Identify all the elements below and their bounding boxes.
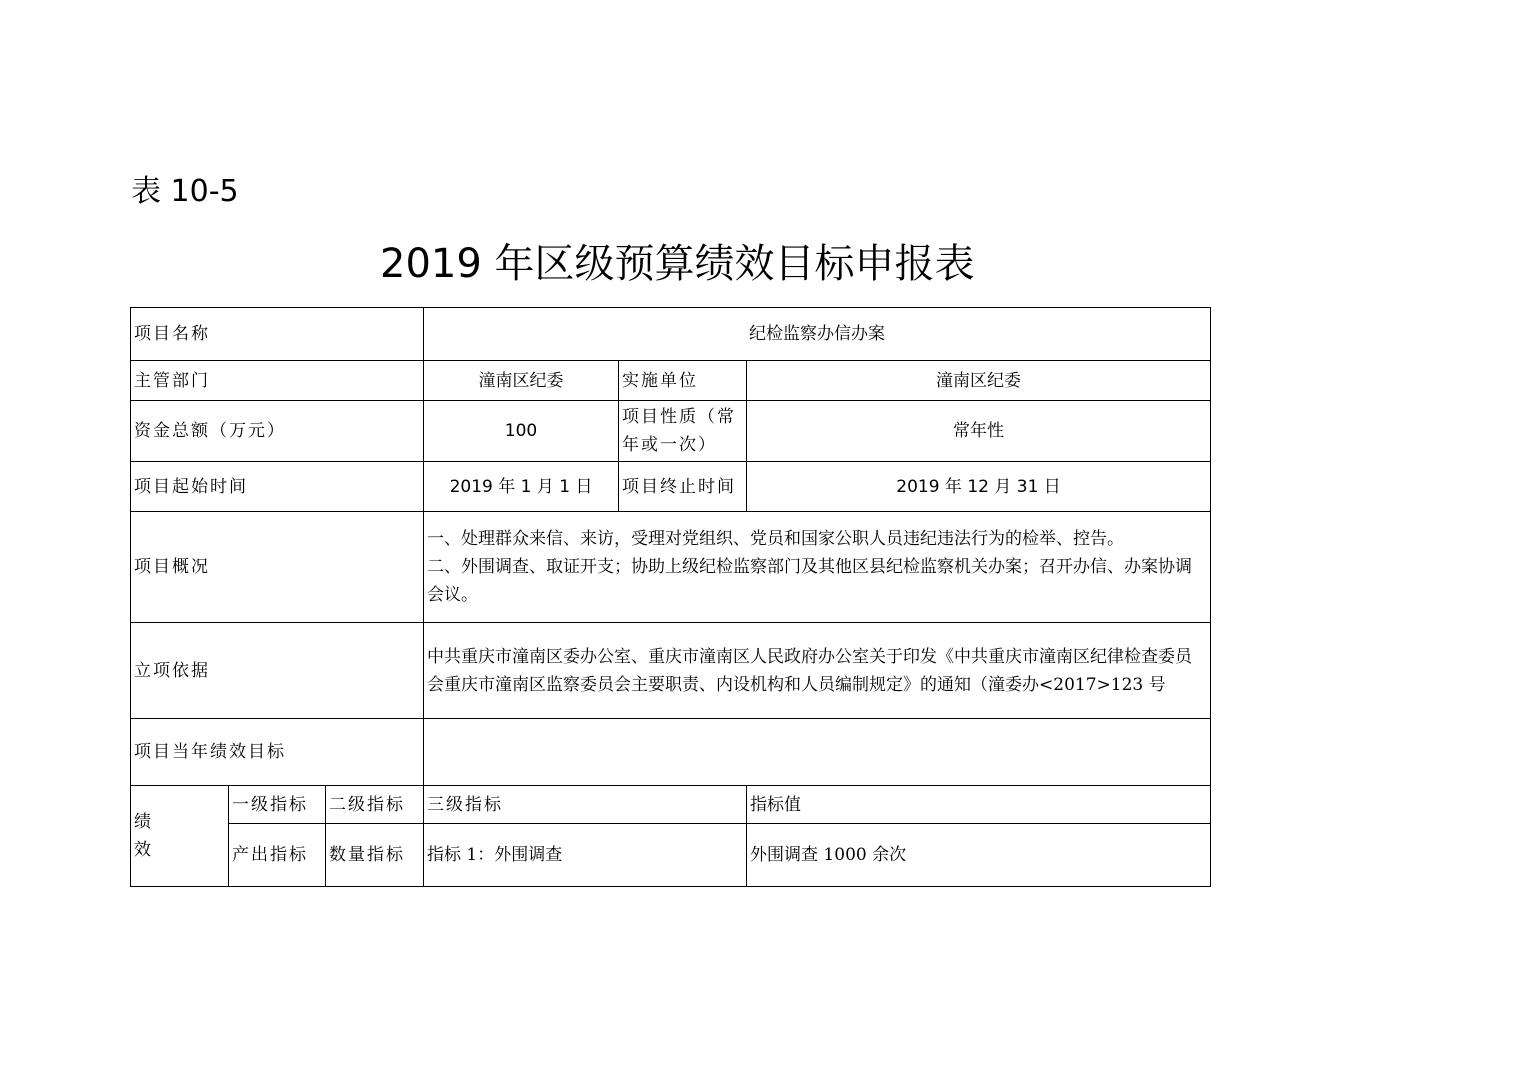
performance-side-char-2: 效	[134, 840, 151, 860]
annual-goal-label: 项目当年绩效目标	[131, 719, 424, 786]
header-level2: 二级指标	[326, 786, 424, 824]
overview-value	[424, 512, 1211, 623]
overview-line-1: 一、处理群众来信、来访，受理对党组织、党员和国家公职人员违纪违法行为的检举、控告。	[427, 529, 1125, 549]
header-indicator-value: 指标值	[747, 786, 1211, 824]
project-name-value: 纪检监察办信办案	[424, 308, 1211, 361]
dept-label: 主管部门	[131, 361, 424, 401]
page-title: 2019 年区级预算绩效目标申报表	[380, 241, 975, 287]
project-name-label: 项目名称	[131, 308, 424, 361]
indicator-level2: 数量指标	[326, 824, 424, 887]
end-time-label: 项目终止时间	[619, 462, 747, 512]
header-level3: 三级指标	[424, 786, 747, 824]
table-number-label: 表 10-5	[131, 174, 239, 209]
nature-value: 常年性	[747, 401, 1211, 462]
nature-label: 项目性质（常年或一次）	[619, 401, 747, 462]
start-time-value: 2019 年 1 月 1 日	[424, 462, 619, 512]
basis-value: 中共重庆市潼南区委办公室、重庆市潼南区人民政府办公室关于印发《中共重庆市潼南区纪律检查委员会重庆市潼南区监察委员会主要职责、内设机构和人员编制规定》的通知（潼委办<2017>123 号	[424, 623, 1211, 719]
indicator-level1: 产出指标	[229, 824, 326, 887]
funds-label: 资金总额（万元）	[131, 401, 424, 462]
impl-unit-label: 实施单位	[619, 361, 747, 401]
basis-label: 立项依据	[131, 623, 424, 719]
funds-value: 100	[424, 401, 619, 462]
impl-unit-value: 潼南区纪委	[747, 361, 1211, 401]
dept-value: 潼南区纪委	[424, 361, 619, 401]
annual-goal-value	[424, 719, 1211, 786]
overview-label: 项目概况	[131, 512, 424, 623]
start-time-label: 项目起始时间	[131, 462, 424, 512]
end-time-value: 2019 年 12 月 31 日	[747, 462, 1211, 512]
indicator-value: 外围调查 1000 余次	[747, 824, 1211, 887]
budget-performance-form	[130, 307, 1211, 887]
indicator-level3: 指标 1：外围调查	[424, 824, 747, 887]
header-level1: 一级指标	[229, 786, 326, 824]
performance-side-label	[131, 786, 229, 887]
overview-line-2: 二、外围调查、取证开支；协助上级纪检监察部门及其他区县纪检监察机关办案；召开办信、办案协调会议。	[427, 557, 1193, 605]
performance-side-char-1: 绩	[134, 812, 151, 832]
